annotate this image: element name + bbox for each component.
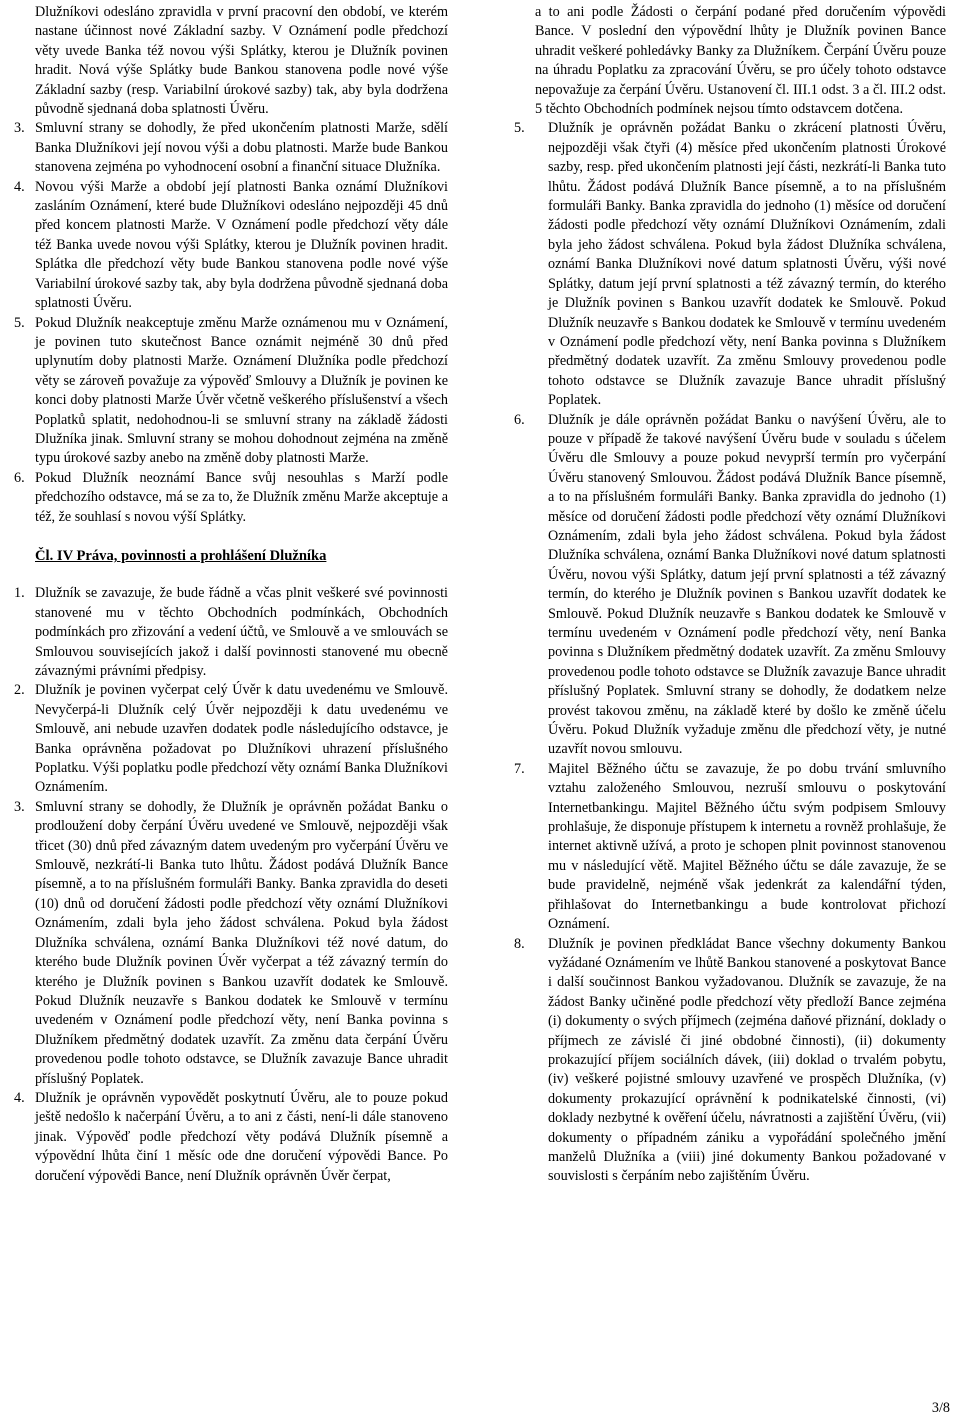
item-number: 7. — [514, 760, 525, 777]
item-text: Pokud Dlužník neoznámí Bance svůj nesouhlas s Marží podle předchozího odstavce, má se za to, že Dlužník změnu Marže akceptuje a též, že souhlasí s novou výší Splátky. — [35, 469, 448, 525]
item-number: 4. — [14, 1089, 25, 1106]
item-number: 2. — [14, 682, 25, 699]
section-heading — [35, 547, 448, 566]
list-item — [14, 798, 448, 1089]
item-number: 3. — [14, 798, 25, 815]
list-item — [514, 119, 946, 410]
item-text: Pokud Dlužník neakceptuje změnu Marže oznámenou mu v Oznámení, je povinen tuto skutečnost Bance oznámit nejméně 30 dnů před uplynutím doby platnosti Marže. Oznámení Dlužníka podle předchozí věty se zároveň považuje za výpověď Smlouvy a Dlužník je povinen ke konci doby platnosti Marže Úvěr včetně veškerého příslušenství a všech Poplatků splatit, nedohodnou-li se smluvní strany na základě žádosti Dlužníka jinak. Smluvní strany se mohou dohodnout zejména na změně typu úrokové sazby anebo na změně doby platnosti Marže. — [35, 314, 448, 467]
item-text: Smluvní strany se dohodly, že Dlužník je oprávněn požádat Banku o prodloužení doby čerpání Úvěru uvedené ve Smlouvě, nejpozději však třicet (30) dnů před závazným datem uvedeným pro vyčerpání Úvěru ve Smlouvě, nezkrátí-li Banka tuto lhůtu. Žádost podává Dlužník Bance písemně, a to na příslušném formuláři Banky. Banka zpravidla do deseti (10) dnů od doručení žádosti podle předchozí věty oznámí Dlužníkovi Oznámením, zdali byla jeho žádost schválena. Pokud byla žádost Dlužníka schválena, oznámí Banka Dlužníkovi též nové datum, do kterého bude Dlužník povinen Úvěr vyčerpat a též závazný termín do kterého je Dlužník povinen s Bankou uzavřít dodatek ke Smlouvě. Pokud Dlužník neuzavře s Bankou dodatek ke Smlouvě v termínu uvedeném v Oznámení podle předchozí věty, není Banka povinna s Dlužníkem předmětný dodatek uzavřít. Za změnu data čerpání Úvěru provedenou podle tohoto odstavce, se Dlužník zavazuje Bance uhradit příslušný Poplatek. — [35, 798, 448, 1087]
item-number: 1. — [14, 585, 25, 602]
item-text: Dlužník je oprávněn požádat Banku o zkrácení platnosti Úvěru, nejpozději však čtyři (4) měsíce před ukončením platnosti Úrokové sazby, resp. před ukončením platnosti její části, nezkrátí-li Banka tuto lhůtu. Žádost podává Dlužník Bance písemně, a to na příslušném formuláři Banky. Banka zpravidla do jednoho (1) měsíce od doručení žádosti podle předchozí věty oznámí Dlužníkovi Oznámením, zdali byla jeho žádost schválena. Pokud byla žádost Dlužníka schválena, oznámí Banka Dlužníkovi nové datum splatnosti Úvěru, výši nové Splátky, datum její první splatnosti a též závazný termín, do kterého je Dlužník povinen s Bankou uzavřít dodatek ke Smlouvě. Pokud Dlužník neuzavře s Bankou dodatek ke Smlouvě v termínu uvedeném v Oznámení podle předchozí věty, není Banka povinna s Dlužníkem předmětný dodatek uzavřít. Za změnu Smlouvy provedenou podle tohoto odstavce se Dlužník zavazuje Bance uhradit příslušný Poplatek. — [548, 120, 946, 409]
item-number: 8. — [514, 935, 525, 952]
section-heading-text: Čl. IV Práva, povinnosti a prohlášení Dlužníka — [35, 547, 327, 564]
item-text: Dlužník je povinen vyčerpat celý Úvěr k datu uvedenému ve Smlouvě. Nevyčerpá-li Dlužník celý Úvěr nejpozději k datu uvedenému ve Smlouvě, ani nebude uzavřen dodatek podle následujícího odstavce, je Banka oprávněna požadovat po Dlužníkovi uhrazení příslušného Poplatku. Výši poplatku podle předchozí věty oznámí Banka Dlužníkovi Oznámením. — [35, 682, 448, 796]
left-column — [14, 3, 448, 1186]
list-item — [14, 584, 448, 681]
item-text: Dlužník se zavazuje, že bude řádně a včas plnit veškeré své povinnosti stanovené mu v těchto Obchodních podmínkách, Obchodních podmínkách pro zřizování a vedení účtů, ve Smlouvě a ve smlouvách se Smlouvou souvisejících jakož i další povinnosti stanovené mu obecně závaznými právními předpisy. — [35, 585, 448, 679]
item-number: 5. — [14, 314, 25, 331]
list-item — [14, 469, 448, 527]
item-text: Smluvní strany se dohodly, že před ukončením platnosti Marže, sdělí Banka Dlužníkovi její novou výši a dobu platnosti. Marže bude Bankou stanovena zejména po vyhodnocení osobní a finanční situace Dlužníka. — [35, 120, 448, 176]
continuation-paragraph: a to ani podle Žádosti o čerpání podané před doručením výpovědi Bance. V poslední den výpovědní lhůty je Dlužník povinen Bance uhradit veškeré pohledávky Banky za Dlužníkem. Čerpání Úvěru pouze na úhradu Poplatku za zpracování Úvěru, se pro účely tohoto odstavce nepovažuje za čerpání Úvěru. Ustanovení čl. III.1 odst. 3 a čl. III.2 odst. 5 těchto Obchodních podmínek nejsou tímto odstavcem dotčena. — [535, 4, 946, 118]
page-number: 3/8 — [931, 1399, 950, 1416]
item-number: 5. — [514, 120, 525, 137]
list-item — [514, 411, 946, 760]
list-item — [14, 681, 448, 797]
item-text: Majitel Běžného účtu se zavazuje, že po dobu trvání smluvního vztahu založeného Smlouvou, nezruší smlouvu o poskytování Internetbankingu. Majitel Běžného účtu svým podpisem Smlouvy prohlašuje, že disponuje přístupem k internetu a rovněž prohlašuje, že internet aktivně užívá, a proto je schopen plnit povinnost stanovenou mu v následující větě. Majitel Běžného účtu se dále zavazuje, že se bude pravidelně, nejméně však jedenkrát za kalendářní týden, přihlašovat do Internetbankingu a bude kontrolovat přichozí Oznámení. — [548, 760, 946, 933]
list-item — [14, 314, 448, 469]
list-item — [14, 119, 448, 177]
item-text: Dlužník je dále oprávněn požádat Banku o navýšení Úvěru, ale to pouze v případě že takové navýšení Úvěru bude v souladu s účelem Úvěru dle Smlouvy a pouze pokud nevyprší termín pro vyčerpání Úvěru stanovený Smlouvou. Žádost podává Dlužník Bance písemně, a to na příslušném formuláři Banky. Banka zpravidla do jednoho (1) měsíce od doručení žádosti podle předchozí věty oznámí Dlužníkovi Oznámením, zdali byla jeho žádost schválena. Pokud byla žádost Dlužníka schválena, oznámí Banka Dlužníkovi nové datum splatnosti Úvěru, novou výši Splátky, datum její první splatnosti a též závazný termín, do kterého je Dlužník povinen s Bankou uzavřít dodatek ke Smlouvě. Pokud Dlužník neuzavře s Bankou dodatek ke Smlouvě v termínu uvedeném v Oznámení podle předchozí věty, není Banka povinna s Dlužníkem předmětný dodatek uzavřít. Za změnu Smlouvy provedenou podle tohoto odstavce se Dlužník zavazuje Bance uhradit příslušný Poplatek. Smluvní strany se dohodly, že dodatkem nelze provést takovou změnu, na základě které by došlo ke změně účelu Úvěru. Pokud Dlužník vyžaduje změnu dle předchozí věty, je nutné uzavřít novou smlouvu. — [548, 411, 946, 758]
item-text: Dlužník je oprávněn vypovědět poskytnutí Úvěru, ale to pouze pokud ještě nedošlo k načerpání Úvěru, a to ani z části, není-li dále stanoveno jinak. Výpověď podle předchozí věty podává Dlužník písemně a výpovědní lhůta činí 1 měsíc ode dne doručení výpovědi Bance. Po doručení výpovědi Bance, není Dlužník oprávněn Úvěr čerpat, — [35, 1089, 448, 1184]
item-number: 4. — [14, 178, 25, 195]
item-number: 3. — [14, 120, 25, 137]
list-item — [14, 178, 448, 314]
list-item — [14, 1089, 448, 1186]
item-number: 6. — [514, 411, 525, 428]
right-column — [514, 3, 946, 1187]
item-text: Dlužník je povinen předkládat Bance všechny dokumenty Bankou vyžádané Oznámením ve lhůtě Bankou stanovené a poskytovat Bance i další součinnost Bankou vyžadovanou. Dlužník se zavazuje, že na žádost Banky učiněné podle předchozí věty předloží Bance zejména (i) dokumenty o svých příjmech (zejména daňové přiznání, doklady o příjmech ze závislé či jiné obdobné činnosti), (ii) dokumenty prokazující příjem sociálních dávek, (iii) doklad o trvalém pobytu, (iv) veškeré pojistné smlouvy uzavřené ve prospěch Dlužníka, (v) dokumenty prokazující oprávnění k podnikatelské činnosti, (vi) doklady nezbytné k ověření účelu, návratnosti a zajištění Úvěru, (vii) dokumenty o případném zániku a vypořádání společného jmění manželů Dlužníka a (viii) jiné dokumenty Bankou požadované v souvislosti s čerpáním nebo zajištěním Úvěru. — [548, 935, 946, 1185]
intro-paragraph: Dlužníkovi odesláno zpravidla v první pracovní den období, ve kterém nastane účinnost nové Základní sazby. V Oznámení podle předchozí věty uvede Banka též novou výši Splátky, kterou je Dlužník povinen hradit. Nová výše Splátky bude Bankou stanovena podle nové výše Základní sazby (resp. Variabilní úrokové sazby) tak, aby byla dodržena původně sjednaná doba splatnosti Úvěru. — [35, 4, 448, 118]
item-number: 6. — [14, 469, 25, 486]
item-text: Novou výši Marže a období její platnosti Banka oznámí Dlužníkovi zasláním Oznámení, které bude Dlužníkovi odesláno nejpozději 45 dnů před koncem platnosti Marže. V Oznámení podle předchozí věty dále též Banka uvede novou výši Splátky, kterou je Dlužník povinen hradit. Splátka dle předchozí věty bude Bankou stanovena podle nové výše Variabilní úrokové sazby tak, aby byla dodržena původně sjednaná doba splatnosti Úvěru. — [35, 178, 448, 312]
list-item — [514, 935, 946, 1187]
list-item — [514, 760, 946, 935]
